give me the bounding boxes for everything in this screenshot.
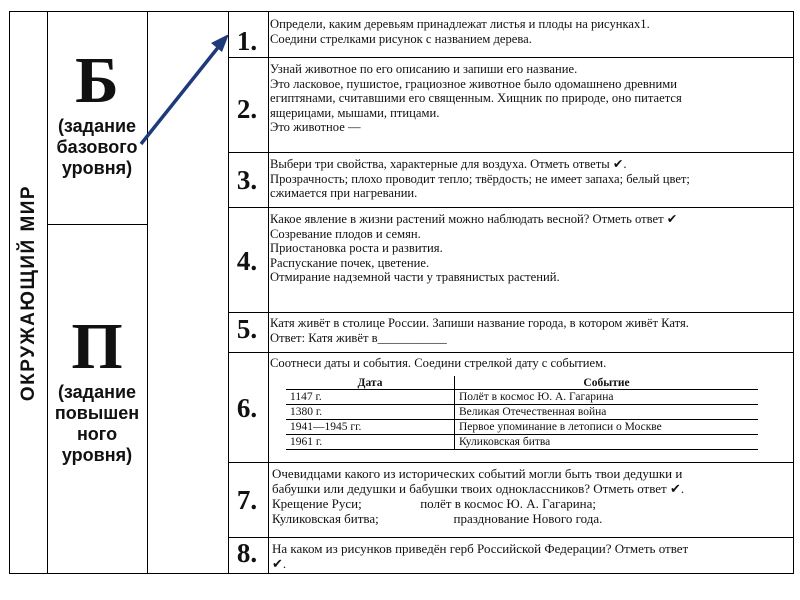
task-line: Крещение Руси; полёт в космос Ю. А. Гагарина; xyxy=(272,496,597,511)
task-line: Это животное — xyxy=(270,120,361,135)
task-line: Очевидцами какого из исторических событий могли быть твои дедушки и xyxy=(272,466,683,481)
level-caption-line: уровня) xyxy=(61,445,133,465)
task-line: ящерицами, мышами, птицами. xyxy=(270,105,440,120)
task-number-1: 1. xyxy=(236,26,258,56)
task-number-7: 7. xyxy=(236,485,258,515)
task-line: египтянами, считавшими его священным. Хищник по природе, оно питается xyxy=(270,91,682,106)
task-line: Это ласковое, пушистое, грациозное животное было одомашнено древними xyxy=(270,76,677,91)
task-line: бабушки или дедушки и бабушки твоих одноклассников? Отметь ответ ✔. xyxy=(272,481,685,496)
task-line: Соедини стрелками рисунок с названием дерева. xyxy=(270,31,532,46)
date-cell[interactable]: 1380 г. xyxy=(286,405,455,420)
task-line: ✔. xyxy=(272,556,287,571)
task-number-3: 3. xyxy=(236,165,258,195)
task-line: Приостановка роста и развития. xyxy=(270,241,443,256)
event-cell[interactable]: Первое упоминание в летописи о Москве xyxy=(455,420,759,435)
event-cell[interactable]: Великая Отечественная война xyxy=(455,405,759,420)
task-line: Определи, каким деревьям принадлежат листья и плоды на рисунках1. xyxy=(270,17,650,31)
level-letter: Б xyxy=(75,44,119,117)
column-header-event: Событие xyxy=(455,376,759,390)
task-line: Соотнеси даты и события. Соедини стрелкой дату с событием. xyxy=(270,356,607,370)
date-cell[interactable]: 1941—1945 гг. xyxy=(286,420,455,435)
task-line: Узнай животное по его описанию и запиши его название. xyxy=(270,62,578,76)
event-cell[interactable]: Полёт в космос Ю. А. Гагарина xyxy=(455,390,759,405)
task-line: Созревание плодов и семян. xyxy=(270,226,421,241)
task-number-8: 8. xyxy=(236,538,258,568)
level-caption-line: (задание xyxy=(57,382,137,402)
task-line: Куликовская битва; празднование Нового года. xyxy=(272,511,603,526)
level-caption-line: (задание xyxy=(57,116,137,136)
task-line: Катя живёт в столице России. Запиши название города, в котором живёт Катя. xyxy=(270,316,689,330)
subject-text: ОКРУЖАЮЩИЙ МИР xyxy=(18,184,39,401)
task-number-2: 2. xyxy=(236,94,258,124)
level-caption-line: ного xyxy=(76,424,118,444)
level-caption-line: уровня) xyxy=(61,158,133,178)
task-line: Выбери три свойства, характерные для воздуха. Отметь ответы ✔. xyxy=(270,157,627,171)
event-cell[interactable]: Куликовская битва xyxy=(455,435,759,450)
task-line: сжимается при нагревании. xyxy=(270,186,418,201)
task-number-6: 6. xyxy=(236,393,258,423)
column-header-date: Дата xyxy=(286,376,455,390)
date-cell[interactable]: 1961 г. xyxy=(286,435,455,450)
task-number-4: 4. xyxy=(236,246,258,276)
level-letter: П xyxy=(71,310,123,383)
task-number-5: 5. xyxy=(236,314,258,344)
date-cell[interactable]: 1147 г. xyxy=(286,390,455,405)
task-line: Ответ: Катя живёт в___________ xyxy=(270,330,447,345)
task-line: На каком из рисунков приведён герб Российской Федерации? Отметь ответ xyxy=(272,541,689,556)
task-line: Распускание почек, цветение. xyxy=(270,255,430,270)
level-caption-line: базового xyxy=(56,137,138,157)
task-line: Прозрачность; плохо проводит тепло; твёрдость; не имеет запаха; белый цвет; xyxy=(270,171,690,186)
task-line: Какое явление в жизни растений можно наблюдать весной? Отметь ответ ✔ xyxy=(270,212,678,226)
level-caption-line: повышен xyxy=(54,403,140,423)
task-line: Отмирание надземной части у травянистых растений. xyxy=(270,270,560,285)
